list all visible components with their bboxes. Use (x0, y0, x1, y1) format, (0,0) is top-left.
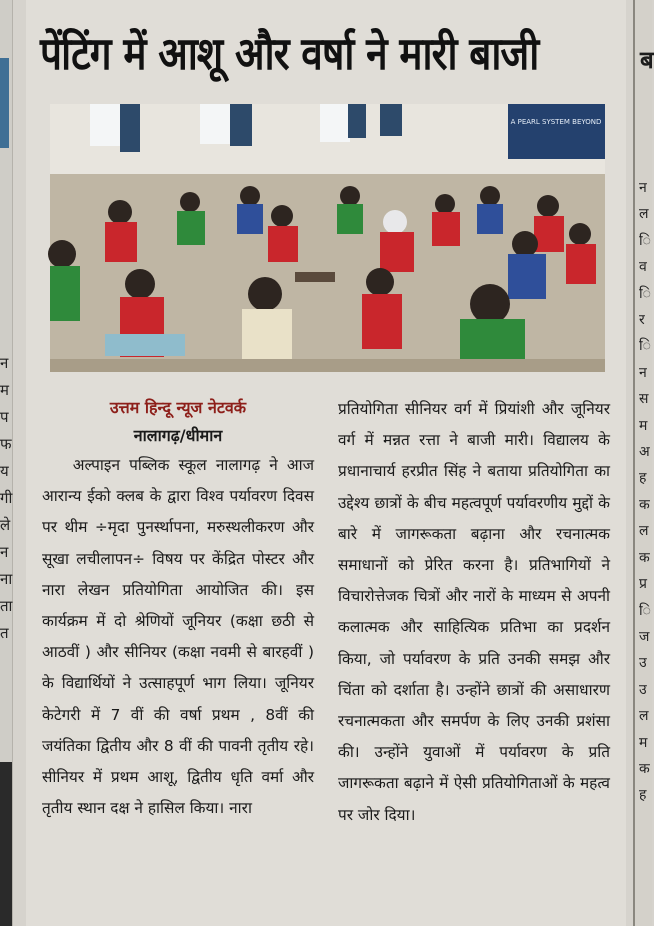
right-clip-letter: व (639, 259, 647, 276)
left-clip-letter: फ (0, 435, 12, 453)
left-adjacent-clipping (0, 0, 13, 926)
right-clip-letter: ल (639, 206, 649, 223)
right-clip-heading: ब (640, 46, 654, 74)
left-clip-letter: गी (0, 489, 13, 507)
right-clip-letter: म (639, 734, 648, 751)
right-clip-letter: उ (639, 681, 647, 698)
right-clip-letter: क (639, 760, 650, 777)
right-clip-letter: ह (639, 470, 647, 487)
left-clip-letter: य (0, 462, 9, 480)
left-clip-photo-fragment (0, 58, 9, 148)
right-clip-letter: म (639, 417, 648, 434)
right-clip-letter: स (639, 391, 649, 408)
news-article (26, 0, 626, 926)
right-clip-letter: ि (639, 338, 651, 355)
left-clip-letter: न (0, 354, 9, 372)
right-clip-letter: ह (639, 787, 647, 804)
right-clip-letter: क (639, 496, 650, 513)
right-clip-letter: ल (639, 708, 649, 725)
right-clip-letter: क (639, 549, 650, 566)
article-body-right: प्रतियोगिता सीनियर वर्ग में प्रियांशी और जूनियर वर्ग में मन्नत रत्ता ने बाजी मारी। विद्यालय के प्रधानाचार्य हरप्रीत सिंह ने बताया प्रतियोगिता का उद्देश्य छात्रों के बीच महत्वपूर्ण पर्यावरणीय मुद्दों के बारे में जागरूकता बढ़ाना और रचनात्मक समाधानों को प्रेरित करना है। प्रतिभागियों ने विचारोत्तेजक चित्रों और नारों के माध्यम से अपनी कलात्मक और साहित्यिक प्रतिभा का प्रदर्शन किया, जो पर्यावरण के प्रति उनकी समझ और चिंता को दर्शाता है। उन्होंने छात्रों की असाधारण रचनात्मकता और समर्पण के लिए उनकी प्रशंसा की। उन्होंने युवाओं में पर्यावरण के प्रति जागरूकता बढ़ाने में ऐसी प्रतियोगिताओं के महत्व पर जोर दिया। (338, 400, 610, 824)
right-clip-letter: उ (639, 655, 647, 672)
article-body-left: अल्पाइन पब्लिक स्कूल नालागढ़ ने आज आरान्य ईको क्लब के द्वारा विश्व पर्यावरण दिवस पर थीम ÷मृदा पुनर्स्थापना, मरुस्थलीकरण और सूखा लचीलापन÷ विषय पर केंद्रित पोस्टर और नारा लेखन प्रतियोगिता आयोजित की। इस कार्यक्रम में दो श्रेणियों जूनियर (कक्षा छठी से आठवीं ) और सीनियर (कक्षा नवमी से बारहवीं ) के विद्यार्थियों ने उत्साहपूर्ण भाग लिया। जूनियर केटेगरी में 7 वीं की वर्षा प्रथम , 8वीं की जयंतिका द्वितीय और 8 वीं की पावनी तृतीय रहे। सीनियर में प्रथम आशू, द्वितीय धृति वर्मा और तृतीय स्थान दक्ष ने हासिल किया। नारा (42, 456, 314, 818)
left-clip-dark-fragment (0, 762, 12, 926)
right-clip-letter: न (639, 364, 647, 381)
right-clip-letter: ज (639, 628, 650, 645)
right-clip-text (639, 175, 653, 809)
article-column-right (338, 394, 610, 831)
left-clip-letter: ना (0, 570, 13, 588)
article-headline: पेंटिंग में आशू और वर्षा ने मारी बाजी (40, 27, 539, 80)
article-byline: उत्तम हिन्दू न्यूज नेटवर्क (109, 398, 247, 417)
article-column-left (42, 394, 314, 824)
right-clip-letter: प्र (639, 576, 647, 593)
left-clip-letter: त (0, 624, 9, 642)
right-adjacent-clipping (633, 0, 652, 926)
left-clip-letter: ता (0, 597, 13, 615)
left-clip-text (0, 350, 12, 647)
right-clip-letter: ि (639, 602, 651, 619)
classroom-photo-illustration (50, 104, 605, 372)
right-clip-letter: ल (639, 523, 649, 540)
left-clip-letter: म (0, 381, 9, 399)
article-dateline: नालागढ़/धीमान (133, 426, 223, 445)
right-clip-letter: ि (639, 232, 651, 249)
left-clip-letter: न (0, 543, 9, 561)
article-photo (50, 104, 605, 372)
right-clip-letter: ि (639, 285, 651, 302)
right-clip-letter: अ (639, 444, 650, 461)
right-clip-letter: र (639, 312, 645, 329)
right-clip-letter: न (639, 180, 647, 196)
left-clip-letter: ले (0, 516, 11, 534)
left-clip-letter: प (0, 408, 9, 426)
photo-banner-text: A PEARL SYSTEM BEYOND (510, 118, 602, 126)
